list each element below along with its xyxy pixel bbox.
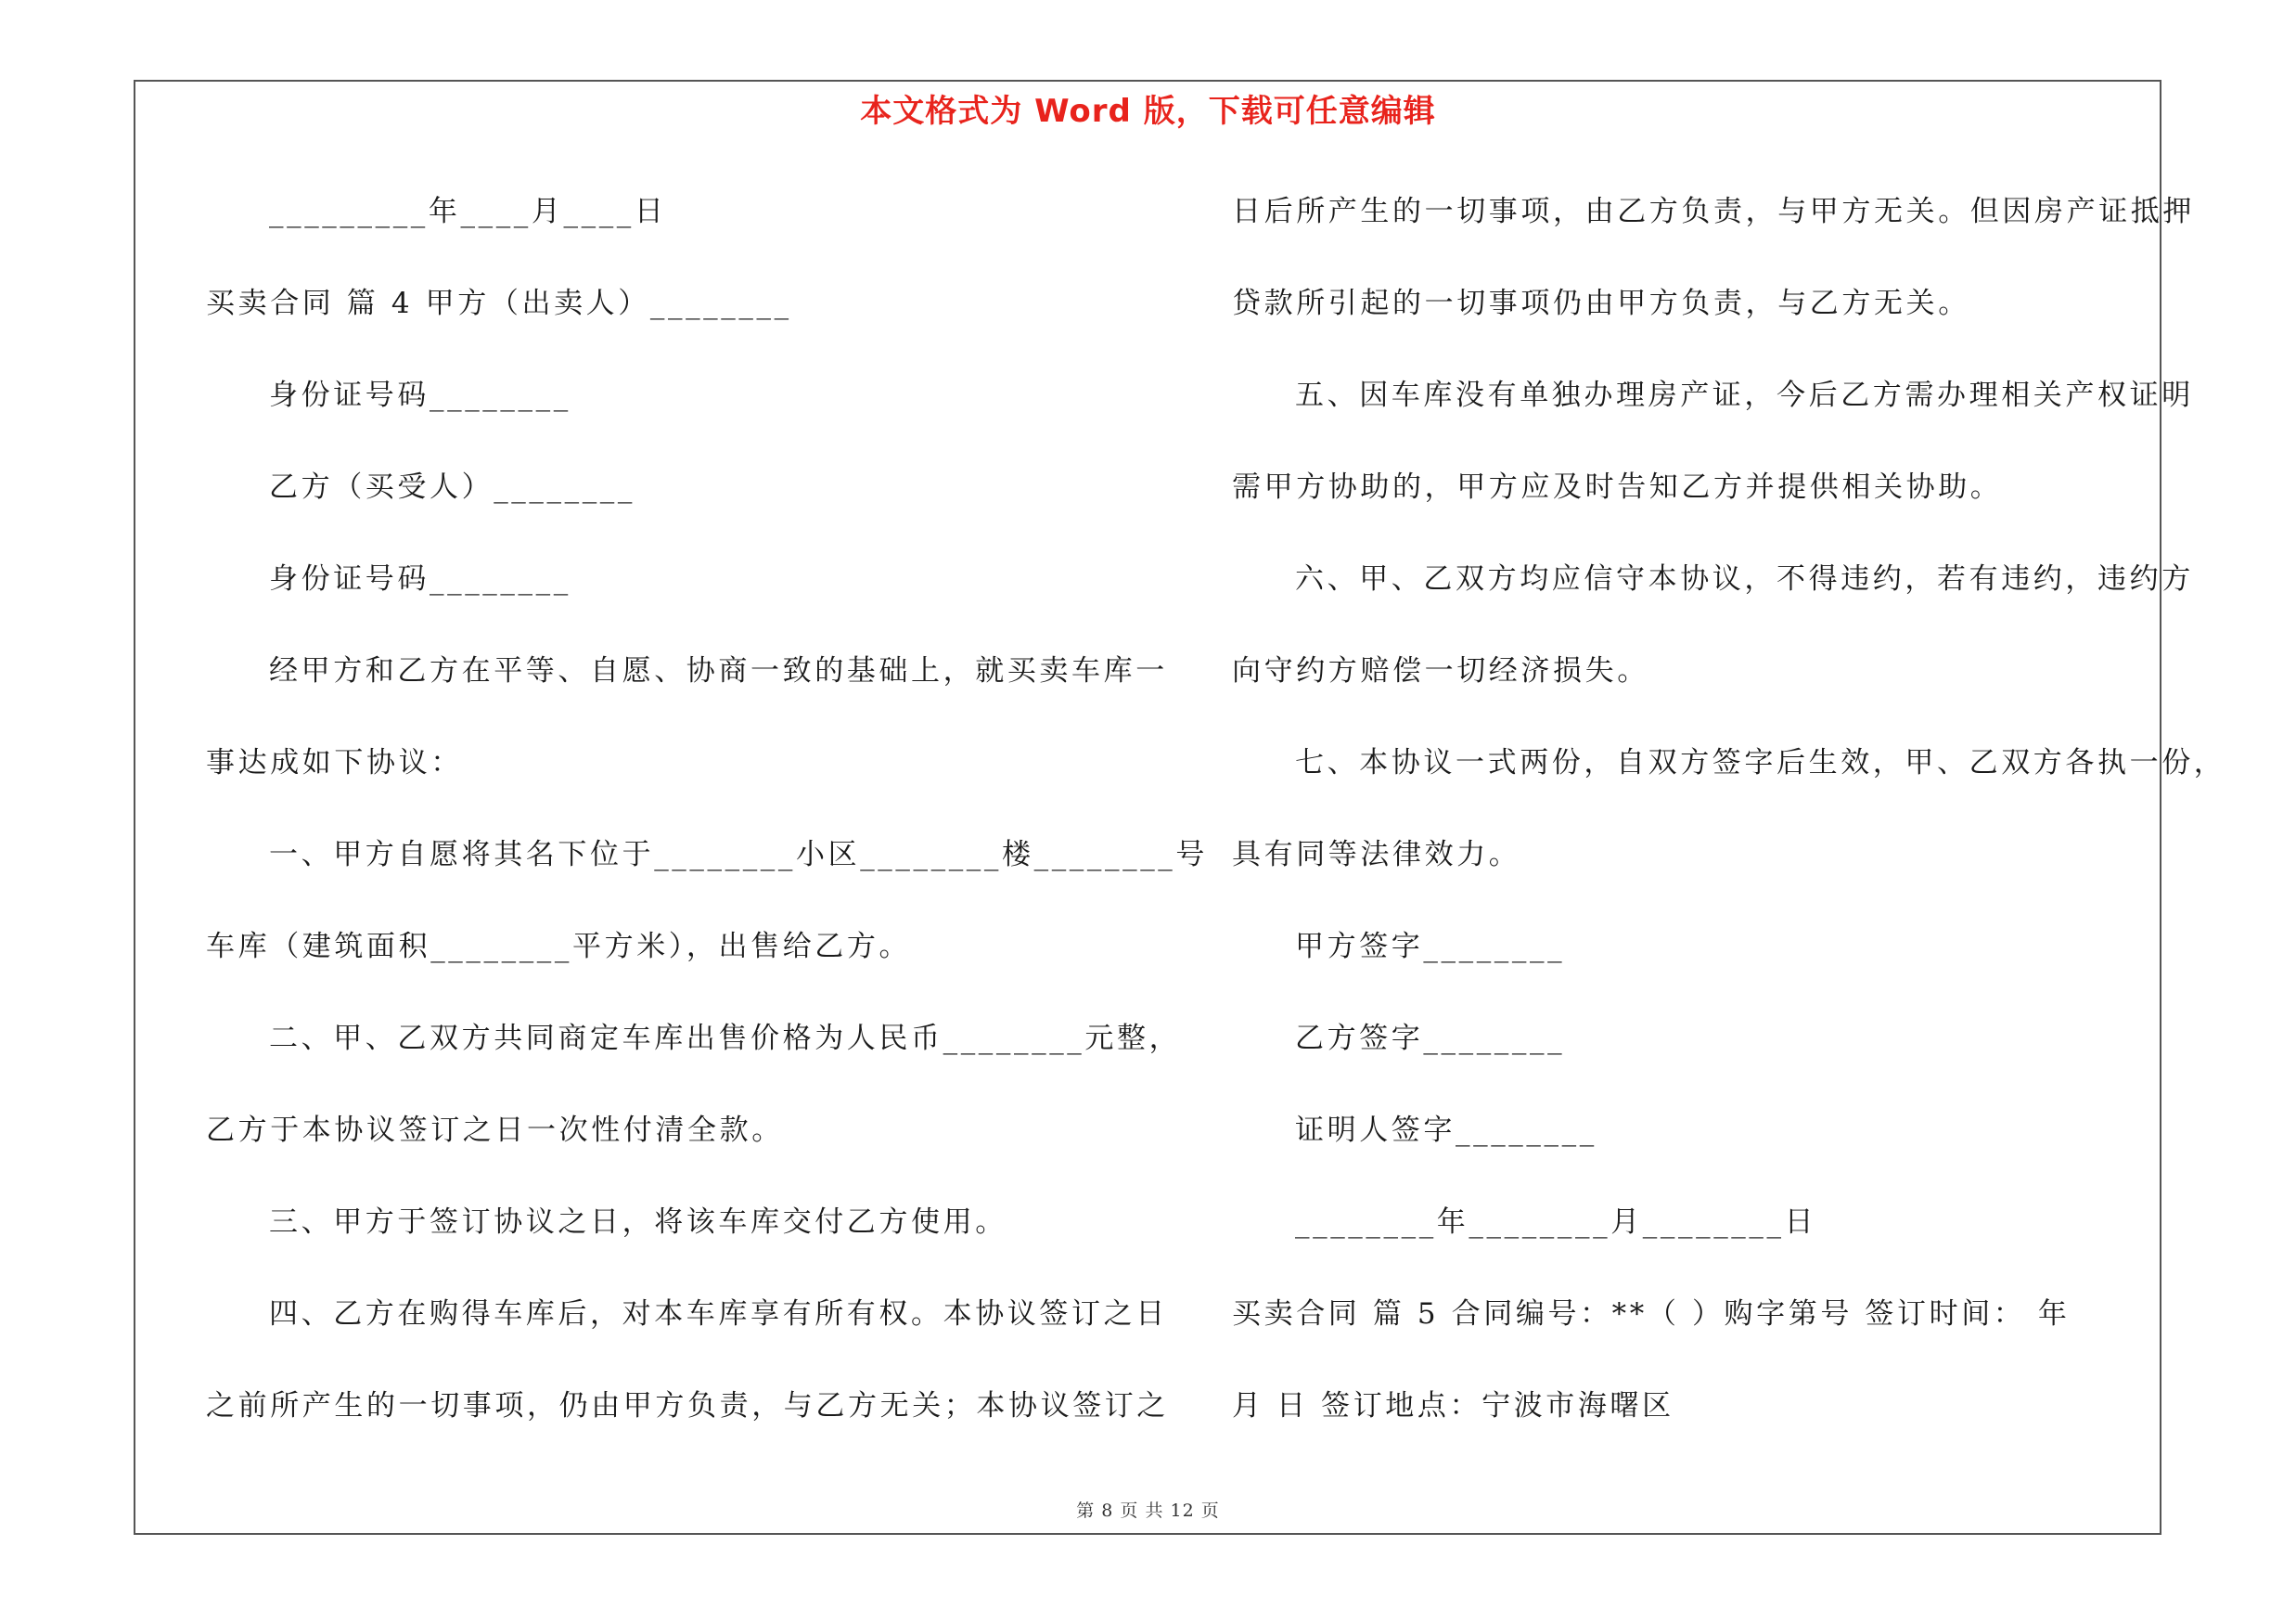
party-a-signature: 甲方签字________ <box>1295 930 1566 963</box>
party-b-line: 乙方（买受人）________ <box>269 470 635 504</box>
clause-7-line-1: 七、本协议一式两份，自双方签字后生效，甲、乙双方各执一份， <box>1295 746 2226 779</box>
contract-5-heading-line-1: 买卖合同 篇 5 合同编号：**（ ）购字第号 签订时间： 年 <box>1232 1297 2071 1331</box>
signing-date: ________年________月________日 <box>1295 1205 1817 1239</box>
page-number: 第 8 页 共 12 页 <box>1076 1501 1220 1521</box>
preamble-line-1: 经甲方和乙方在平等、自愿、协商一致的基础上，就买卖车库一 <box>269 654 1168 688</box>
party-a-id: 身份证号码________ <box>269 379 571 412</box>
party-b-id: 身份证号码________ <box>269 562 571 596</box>
clause-4-line-2: 之前所产生的一切事项，仍由甲方负责，与乙方无关；本协议签订之 <box>206 1389 1169 1423</box>
clause-4-line-3: 日后所产生的一切事项，由乙方负责，与甲方无关。但因房产证抵押 <box>1232 195 2195 228</box>
clause-4-line-1: 四、乙方在购得车库后，对本车库享有所有权。本协议签订之日 <box>269 1297 1168 1331</box>
date-line: _________年____月____日 <box>269 195 667 228</box>
clause-1-line-1: 一、甲方自愿将其名下位于________小区________楼________号 <box>269 838 1208 871</box>
clause-1-line-2: 车库（建筑面积________平方米），出售给乙方。 <box>206 930 912 963</box>
clause-5-line-1: 五、因车库没有单独办理房产证，今后乙方需办理相关产权证明 <box>1295 379 2194 412</box>
party-b-signature: 乙方签字________ <box>1295 1022 1566 1055</box>
clause-6-line-2: 向守约方赔偿一切经济损失。 <box>1232 654 1649 688</box>
clause-4-line-4: 贷款所引起的一切事项仍由甲方负责，与乙方无关。 <box>1232 287 1970 320</box>
clause-7-line-2: 具有同等法律效力。 <box>1232 838 1521 871</box>
contract-4-heading: 买卖合同 篇 4 甲方（出卖人）________ <box>206 287 792 320</box>
clause-6-line-1: 六、甲、乙双方均应信守本协议，不得违约，若有违约，违约方 <box>1295 562 2194 596</box>
contract-5-heading-line-2: 月 日 签订地点：宁波市海曙区 <box>1232 1389 1674 1423</box>
clause-2-line-1: 二、甲、乙双方共同商定车库出售价格为人民币________元整， <box>269 1022 1182 1055</box>
preamble-line-2: 事达成如下协议： <box>206 746 463 779</box>
clause-2-line-2: 乙方于本协议签订之日一次性付清全款。 <box>206 1114 784 1147</box>
word-format-notice: 本文格式为 Word 版，下载可任意编辑 <box>860 93 1436 130</box>
witness-signature: 证明人签字________ <box>1295 1114 1597 1147</box>
clause-3: 三、甲方于签订协议之日，将该车库交付乙方使用。 <box>269 1205 1007 1239</box>
clause-5-line-2: 需甲方协助的，甲方应及时告知乙方并提供相关协助。 <box>1232 470 2003 504</box>
